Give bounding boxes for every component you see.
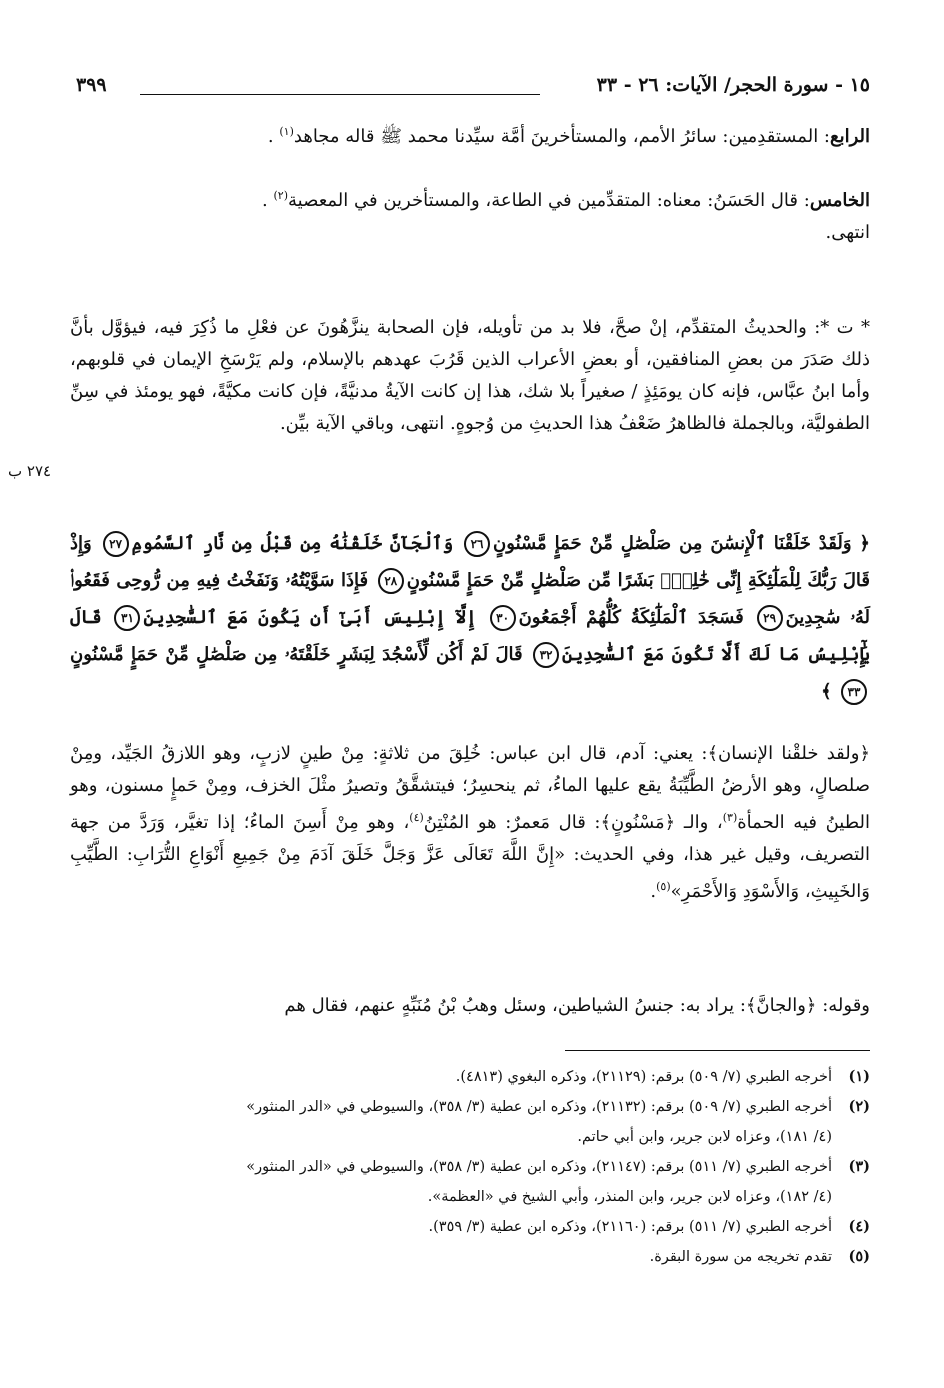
paragraph-text: : المستقدِمين: سائرُ الأمم، والمستأخرينَ أمَّة سيِّدنا محمد ﷺ قاله مجاهد	[293, 126, 830, 147]
quran-verses-block	[70, 525, 870, 710]
footnote-ref: (٥)	[656, 880, 671, 893]
footnote-number: (١)	[848, 1068, 870, 1085]
footnote	[70, 1242, 870, 1272]
paragraph-lead: الرابع	[829, 126, 870, 147]
footnote-number: (٥)	[848, 1248, 870, 1265]
quran-close-bracket: ﴾	[821, 681, 832, 702]
ayah-number-marker: ٢٩	[757, 605, 783, 631]
paragraph-end: انتهى.	[825, 222, 870, 243]
footnote-ref: (٤)	[409, 811, 424, 824]
footnote-ref: (٣)	[722, 811, 738, 824]
footnote-text: أخرجه الطبري (٧/ ٥٠٩) برقم: (٢١١٣٢)، وذكره ابن عطية (٣/ ٣٥٨)، والسيوطي في «الدر المنثور»	[246, 1099, 832, 1115]
paragraph-hadith-commentary	[70, 312, 870, 440]
quran-verse: إِلَّآ إِبْلِيسَ أَبَىٰٓ أَن يَكُونَ مَعَ ٱلسَّٰجِدِينَ	[143, 607, 477, 628]
paragraph-text: * ت *: والحديثُ المتقدِّم، إنْ صحَّ، فلا بد من تأويله، فإن الصحابة ينزَّهُونَ عن فعْلِ ما ذُكِرَ فيه، فيؤوَّل بأنَّ ذلك صَدَرَ من بعضِ المنافقين، أو بعضِ الأعراب الذين قَرُبَ عهدهم بالإسلام، ولم يَرْسَخِ الإيمان في قلوبهم، وأما ابنُ عبَّاس، فإنه كان يومَئِذٍ / صغيراً بلا شك، هذا إن كانت الآيةُ مدنيَّةً، فإن كانت مكيَّةً، فهو يومئذ في سِنِّ الطفوليَّة، وبالجملة فالظاهرُ ضَعْفُ هذا الحديثِ من وُجوهٍ. انتهى، وباقي الآية بيِّن.	[70, 317, 870, 434]
quran-verse: فَإِذَا سَوَّيْتُهُۥ وَنَفَخْتُ فِيهِ مِن رُّوحِى فَقَعُوا۟ لَهُۥ سَٰجِدِينَ	[70, 570, 870, 628]
book-page	[8, 70, 870, 1360]
page-number: ٣٩٩	[76, 74, 107, 96]
paragraph-text: وقوله: ﴿والجانَّ﴾: يراد به: جنسُ الشياطين، وسئل وهبُ بْنُ مُنَبِّهٍ عنهم، فقال هم	[284, 995, 870, 1016]
footnote	[70, 1092, 870, 1152]
quran-verse: وَلَقَدْ خَلَقْنَا ٱلْإِنسَٰنَ مِن صَلْصَٰلٍ مِّنْ حَمَإٍ مَّسْنُونٍ	[493, 533, 852, 554]
quran-verse: وَإِذْ قَالَ رَبُّكَ لِلْمَلَٰٓئِكَةِ إِنِّى خَٰلِقٌۢ بَشَرًا مِّن صَلْصَٰلٍ مِّنْ حَمَإٍ مَّسْنُونٍ	[70, 533, 870, 591]
paragraph-jinn	[70, 990, 870, 1022]
footnote-text: (٤/ ١٨٢)، وعزاه لابن جرير، وابن المنذر، وأبي الشيخ في «العظمة».	[427, 1189, 832, 1205]
ayah-number-marker: ٣٣	[841, 679, 867, 705]
paragraph-end: .	[650, 881, 657, 902]
quran-verse: فَسَجَدَ ٱلْمَلَٰٓئِكَةُ كُلُّهُمْ أَجْمَعُونَ	[518, 607, 744, 628]
footnote-separator	[565, 1050, 870, 1051]
quran-verse: وَٱلْجَآنَّ خَلَقْنَٰهُ مِن قَبْلُ مِن نَّارِ ٱلسَّمُومِ	[131, 533, 454, 554]
footnote	[70, 1212, 870, 1242]
footnote-text: أخرجه الطبري (٧/ ٥١١) برقم: (٢١١٤٧)، وذكره ابن عطية (٣/ ٣٥٨)، والسيوطي في «الدر المنثور»	[246, 1159, 832, 1175]
paragraph-text: : قال الحَسَنُ: معناه: المتقدِّمين في الطاعة، والمستأخرين في المعصية	[288, 190, 810, 211]
ayah-number-marker: ٢٨	[378, 568, 404, 594]
footnote-ref: (٢)	[273, 189, 289, 202]
footnote-number: (٤)	[848, 1218, 870, 1235]
footnote-text: أخرجه الطبري (٧/ ٥٠٩) برقم: (٢١١٢٩)، وذكره البغوي (٤٨١٣).	[455, 1069, 832, 1085]
quran-verse: قَالَ يَٰٓإِبْلِيسُ مَا لَكَ أَلَّا تَكُونَ مَعَ ٱلسَّٰجِدِينَ	[70, 607, 870, 665]
running-header	[70, 70, 870, 110]
paragraph-text: ﴿ولقد خلقْنا الإنسان﴾: يعني: آدم، قال ابن عباس: خُلِقَ من ثلاثةٍ: مِنْ طينٍ لازبٍ، وهو اللازقُ الجَيِّد، ومِنْ صلصالٍ، وهو الأرضُ الطَّيِّبَةُ يقع عليها الماءُ، ثم ينحسِرُ؛ فيتشقَّقُ وتصيرُ مثْلَ الخزف، ومِنْ حَمإٍ مسنون، وهو الطينُ فيه الحمأة	[70, 743, 870, 833]
footnote-text: (٤/ ١٨١)، وعزاه لابن جرير، وابن أبي حاتم.	[577, 1129, 832, 1145]
ayah-number-marker: ٢٧	[103, 531, 129, 557]
footnote-text: أخرجه الطبري (٧/ ٥١١) برقم: (٢١١٦٠)، وذكره ابن عطية (٣/ ٣٥٩).	[428, 1219, 832, 1235]
header-title: ١٥ - سورة الحجر/ الآيات: ٢٦ - ٣٣	[596, 74, 870, 96]
paragraph-fourth-view: الرابع: المستقدِمين: سائرُ الأمم، والمستأخرينَ أمَّة سيِّدنا محمد ﷺ قاله مجاهد$^{(١)}$ .	[267, 125, 870, 147]
paragraph-text: ، وهو مِنْ أَسِنَ الماءُ؛ إذا تغيَّر، وَرَدَّ من جهة التصريف، وقيل غير هذا، وفي الحديث: «إِنَّ اللَّهَ تَعَالَى عَزَّ وَجَلَّ خَلَقَ آدَمَ مِنْ جَمِيعِ أَنْوَاعِ التُّرَابِ: الطَّيِّبِ وَالخَبِيثِ، وَالأَسْوَدِ وَالأَحْمَرِ»	[70, 812, 870, 902]
footnote-text: تقدم تخريجه من سورة البقرة.	[649, 1249, 832, 1265]
ayah-number-marker: ٣١	[114, 605, 140, 631]
paragraph-text: ، والـ ﴿مَسْنُونٍ﴾: قال مَعمرٌ: هو المُنْتِنُ	[423, 812, 723, 833]
footnote-number: (٣)	[848, 1158, 870, 1175]
quran-open-bracket: ﴿	[859, 533, 870, 554]
footnotes	[70, 1062, 870, 1272]
quran-verse: قَالَ لَمْ أَكُن لِّأَسْجُدَ لِبَشَرٍ خَلَقْتَهُۥ مِن صَلْصَٰلٍ مِّنْ حَمَإٍ مَّسْنُونٍ	[70, 644, 523, 665]
paragraph-lead: الخامس	[809, 190, 870, 211]
paragraph-fifth-view: الخامس: قال الحَسَنُ: معناه: المتقدِّمين في الطاعة، والمستأخرين في المعصية$^{(٢)}$ . انتهى.	[70, 180, 870, 249]
header-rule	[140, 94, 540, 95]
footnote-ref: (١)	[279, 125, 294, 138]
footnote-number: (٢)	[848, 1098, 870, 1115]
ayah-number-marker: ٢٦	[464, 531, 490, 557]
footnote	[70, 1062, 870, 1092]
ayah-number-marker: ٣٢	[533, 642, 559, 668]
paragraph-creation-of-man	[70, 738, 870, 908]
margin-folio-note: ٢٧٤ ب	[8, 462, 52, 480]
footnote	[70, 1152, 870, 1212]
ayah-number-marker: ٣٠	[490, 605, 516, 631]
